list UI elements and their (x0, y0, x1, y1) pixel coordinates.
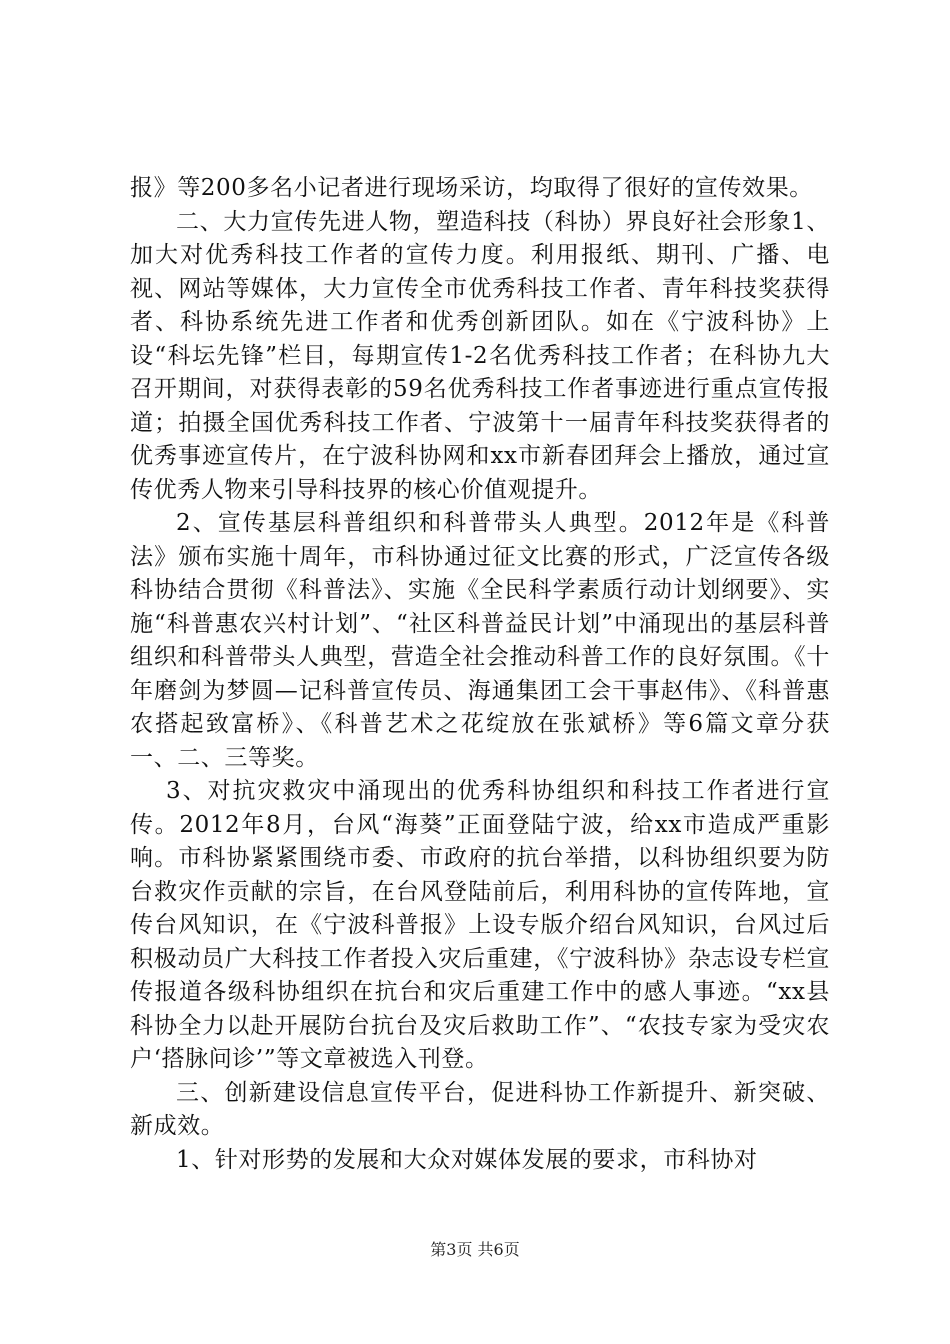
paragraph-section-two: 二、大力宣传先进人物，塑造科技（科协）界良好社会形象1、加大对优秀科技工作者的宣传力度。利用报纸、期刊、广播、电视、网站等媒体，大力宣传全市优秀科技工作者、青年科技奖获得者、科协系统先进工作者和优秀创新团队。如在《宁波科协》上设“科坛先锋”栏目，每期宣传1-2名优秀科技工作者；在科协九大召开期间，对获得表彰的59名优秀科技工作者事迹进行重点宣传报道；拍摄全国优秀科技工作者、宁波第十一届青年科技奖获得者的优秀事迹宣传片，在宁波科协网和xx市新春团拜会上播放，通过宣传优秀人物来引导科技界的核心价值观提升。 (130, 208, 830, 503)
paragraph-section-three: 三、创新建设信息宣传平台，促进科协工作新提升、新突破、新成效。 (130, 1079, 830, 1139)
paragraph-item-3: 3、对抗灾救灾中涌现出的优秀科协组织和科技工作者进行宣传。2012年8月，台风“海葵”正面登陆宁波，给xx市造成严重影响。市科协紧紧围绕市委、市政府的抗台举措，以科协组织要为防台救灾作贡献的宗旨，在台风登陆前后，利用科协的宣传阵地，宣传台风知识，在《宁波科普报》上设专版介绍台风知识，台风过后积极动员广大科技工作者投入灾后重建，《宁波科协》杂志设专栏宣传报道各级科协组织在抗台和灾后重建工作中的感人事迹。“xx县科协全力以赴开展防台抗台及灾后救助工作”、“农技专家为受灾农户‘搭脉问诊’”等文章被选入刊登。 (130, 778, 830, 1072)
page-number-footer: 第3页 共6页 (430, 1240, 520, 1259)
document-body (130, 172, 830, 1177)
paragraph-item-1: 1、针对形势的发展和大众对媒体发展的要求，市科协对 (176, 1146, 758, 1173)
paragraph-continuation: 报》等200多名小记者进行现场采访，均取得了很好的宣传效果。 (130, 175, 813, 201)
paragraph-item-2: 2、宣传基层科普组织和科普带头人典型。2012年是《科普法》颁布实施十周年，市科协通过征文比赛的形式，广泛宣传各级科协结合贯彻《科普法》、实施《全民科学素质行动计划纲要》、实施“科普惠农兴村计划”、“社区科普益民计划”中涌现出的基层科普组织和科普带头人典型，营造全社会推动科普工作的良好氛围。《十年磨剑为梦圆—记科普宣传员、海通集团工会干事赵伟》、《科普惠农搭起致富桥》、《科普艺术之花绽放在张斌桥》等6篇文章分获一、二、三等奖。 (130, 510, 830, 771)
